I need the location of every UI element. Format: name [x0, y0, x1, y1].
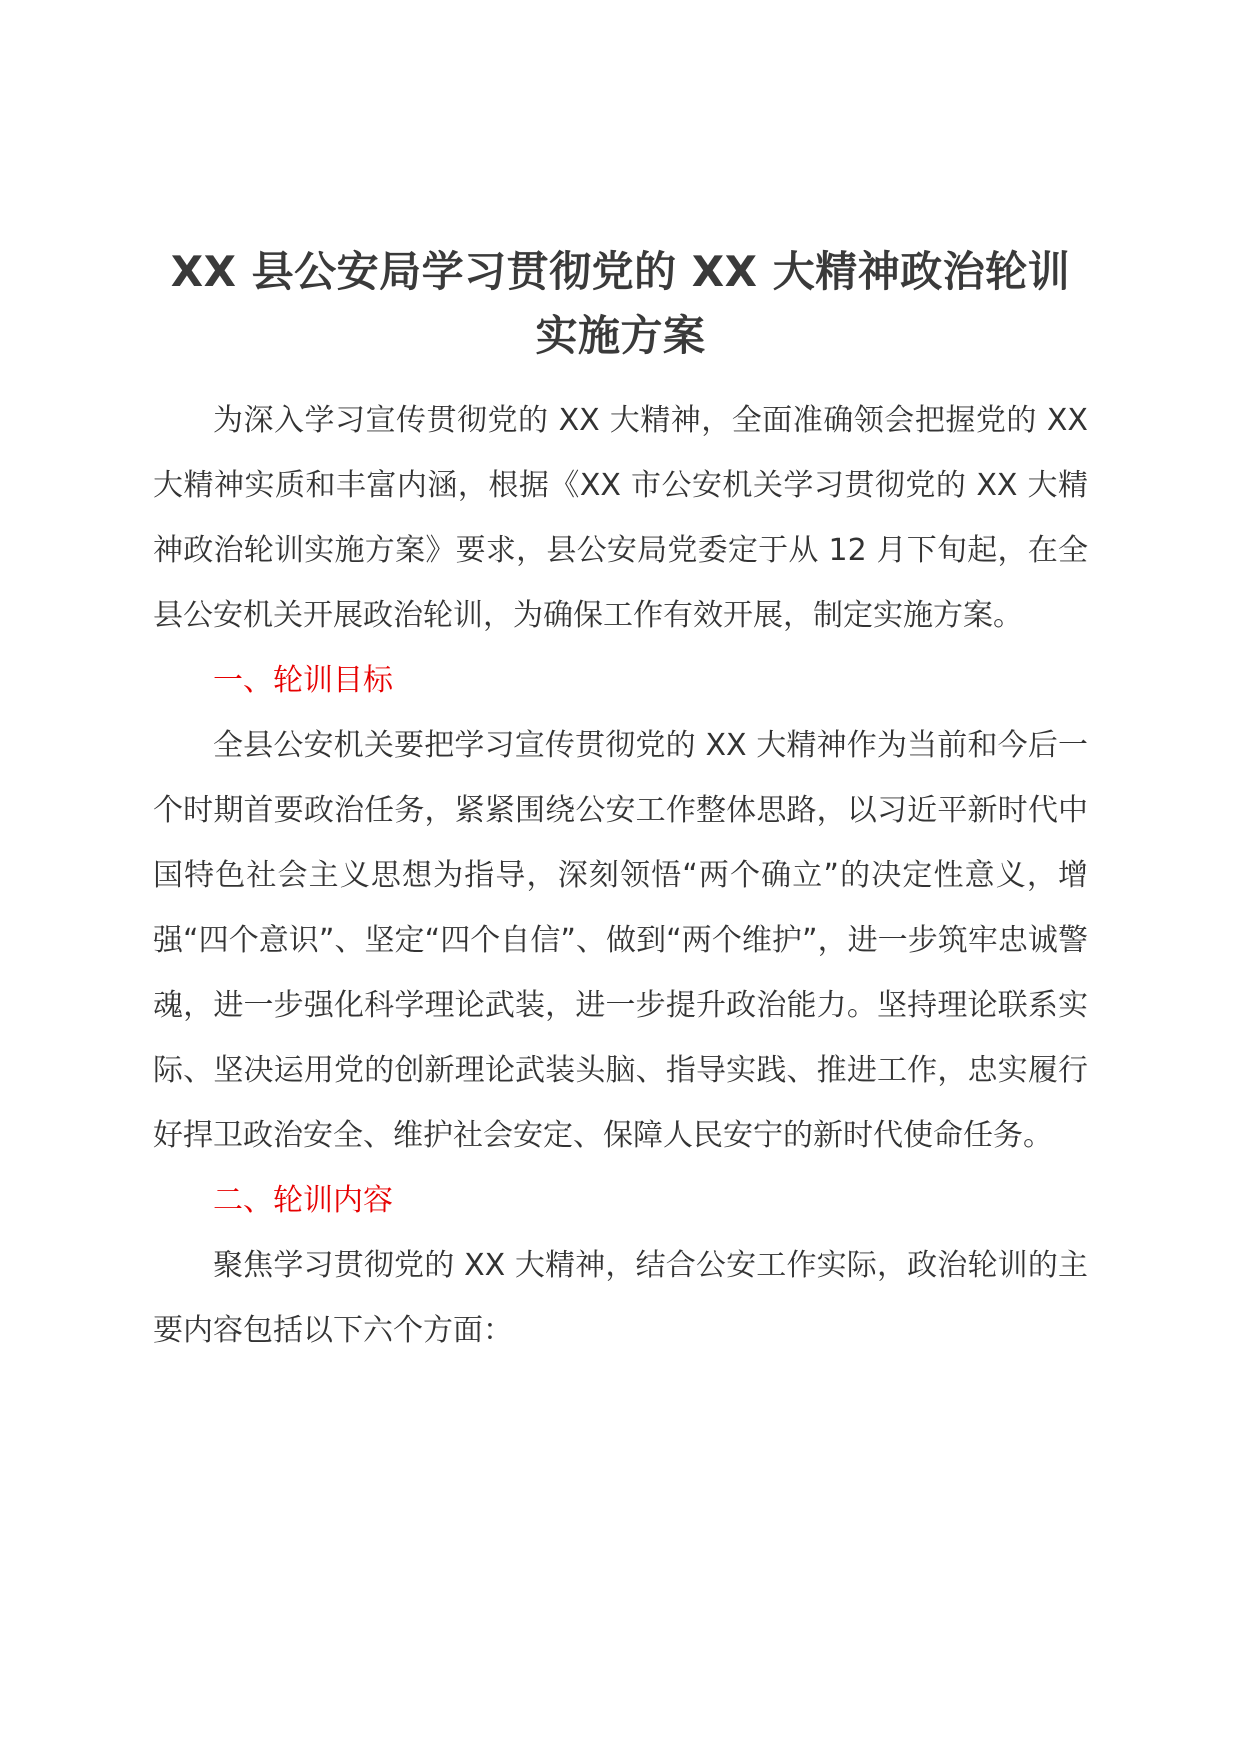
- section-heading-content: 二、轮训内容: [213, 1183, 393, 1218]
- intro-paragraph: 为深入学习宣传贯彻党的 XX 大精神，全面准确领会把握党的 XX 大精神实质和丰富内涵，根据《XX 市公安机关学习贯彻党的 XX 大精神政治轮训实施方案》要求，县公安局党委定于从 12 月下旬起，在全县公安机关开展政治轮训，为确保工作有效开展，制定实施方案。: [153, 403, 1088, 633]
- document-body: [153, 240, 1088, 1363]
- document-title: XX 县公安局学习贯彻党的 XX 大精神政治轮训实施方案: [170, 247, 1071, 360]
- goals-paragraph: 全县公安机关要把学习宣传贯彻党的 XX 大精神作为当前和今后一个时期首要政治任务，紧紧围绕公安工作整体思路，以习近平新时代中国特色社会主义思想为指导，深刻领悟“两个确立”的决定性意义，增强“四个意识”、坚定“四个自信”、做到“两个维护”，进一步筑牢忠诚警魂，进一步强化科学理论武装，进一步提升政治能力。坚持理论联系实际、坚决运用党的创新理论武装头脑、指导实践、推进工作，忠实履行好捍卫政治安全、维护社会安定、保障人民安宁的新时代使命任务。: [153, 728, 1088, 1153]
- section-heading-goals: 一、轮训目标: [213, 663, 393, 698]
- content-paragraph: 聚焦学习贯彻党的 XX 大精神，结合公安工作实际，政治轮训的主要内容包括以下六个方面：: [153, 1248, 1088, 1348]
